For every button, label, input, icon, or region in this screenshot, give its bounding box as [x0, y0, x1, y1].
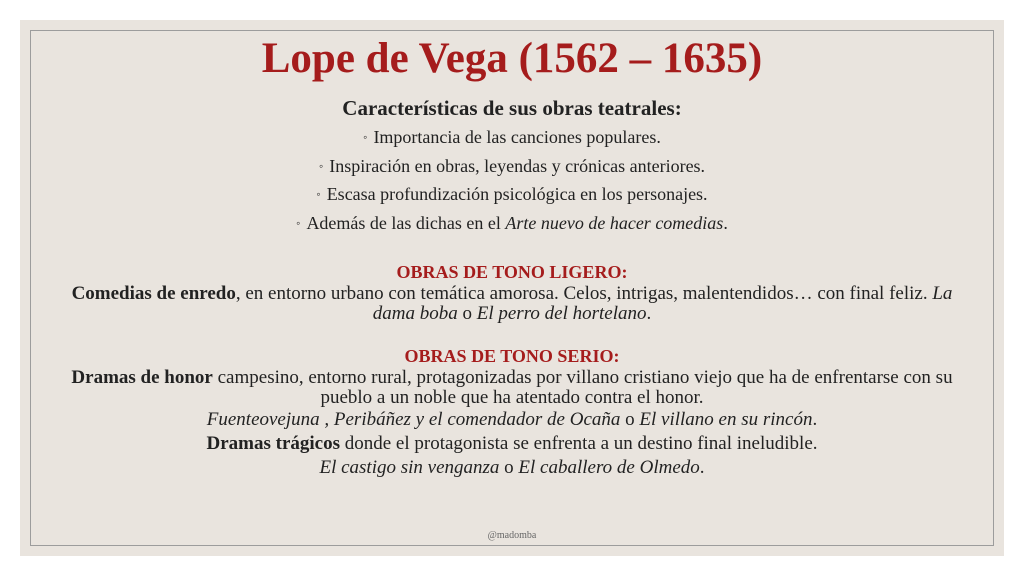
work-title: El castigo sin venganza	[319, 457, 500, 478]
ligero-paragraph: Comedias de enredo, en entorno urbano con temática amorosa. Celos, intrigas, malentendidos… con final feliz. La dama boba o El perro del hortelano.	[71, 283, 953, 324]
bullet-icon: ◦	[363, 130, 368, 144]
slide-content	[60, 95, 964, 480]
honor-works: Fuenteovejuna , Peribáñez y el comendador de Ocaña o El villano en su rincón.	[206, 409, 818, 430]
bullet-icon: ◦	[318, 158, 324, 173]
work-title: El villano en su rincón	[639, 409, 813, 430]
footer-credit: @madomba	[487, 530, 537, 541]
honor-paragraph: Dramas de honor campesino, entorno rural, protagonizadas por villano cristiano viejo que ha de enfrentarse con su pueblo a un noble que ha atentado contra el honor.	[71, 367, 953, 408]
ligero-heading: OBRAS DE TONO LIGERO:	[396, 262, 628, 282]
characteristics-list	[60, 124, 964, 238]
genre-name: Dramas de honor	[71, 367, 213, 388]
slide-title: Lope de Vega (1562 – 1635)	[261, 35, 763, 82]
work-title: Fuenteovejuna , Peribáñez y el comendador de Ocaña	[206, 409, 621, 430]
tragic-works: El castigo sin venganza o El caballero de Olmedo.	[319, 457, 705, 478]
work-title: El caballero de Olmedo	[518, 457, 700, 478]
tragic-paragraph: Dramas trágicos donde el protagonista se enfrenta a un destino final ineludible.	[206, 433, 818, 454]
work-title: El perro del hortelano	[476, 303, 647, 324]
list-item: ◦ Importancia de las canciones populares.	[363, 127, 661, 147]
bullet-icon: ◦	[296, 215, 301, 230]
list-item: ◦ Además de las dichas en el Arte nuevo de hacer comedias.	[296, 212, 728, 233]
list-item: ◦ Inspiración en obras, leyendas y crónicas anteriores.	[318, 155, 706, 176]
bullet-icon: ◦	[316, 187, 321, 201]
list-item: ◦ Escasa profundización psicológica en los personajes.	[316, 184, 708, 204]
work-title: La dama boba	[372, 283, 953, 324]
genre-name: Dramas trágicos	[206, 433, 340, 454]
work-title: Arte nuevo de hacer comedias	[505, 212, 724, 233]
serio-heading: OBRAS DE TONO SERIO:	[404, 346, 620, 366]
subtitle: Características de sus obras teatrales:	[342, 96, 682, 120]
genre-name: Comedias de enredo	[71, 283, 236, 304]
